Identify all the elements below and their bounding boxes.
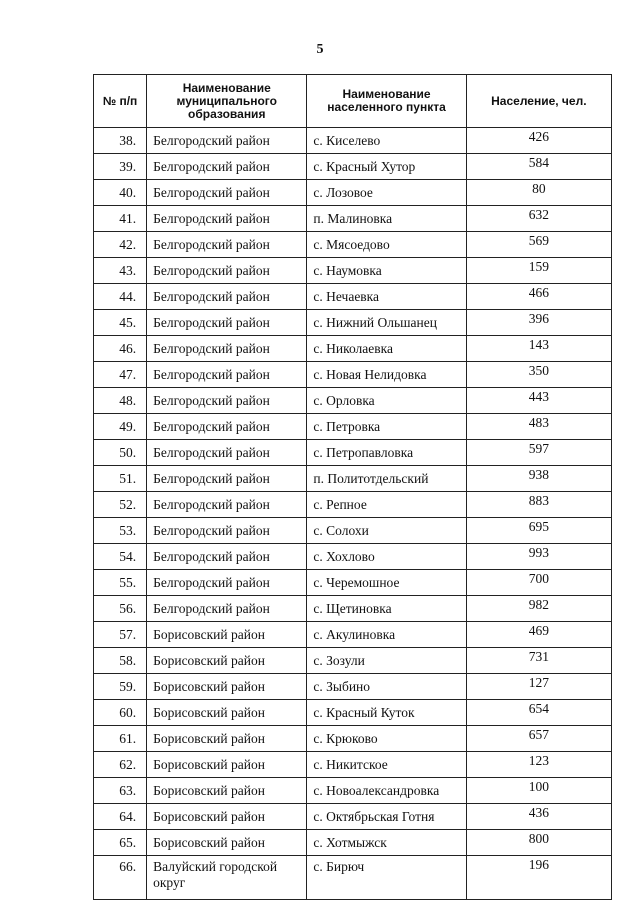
row-number: 43. bbox=[94, 258, 147, 284]
settlement-cell: с. Красный Хутор bbox=[307, 154, 466, 180]
population-cell: 569 bbox=[466, 232, 611, 258]
row-number: 54. bbox=[94, 544, 147, 570]
settlement-cell: с. Новоалександровка bbox=[307, 778, 466, 804]
settlement-cell: с. Мясоедово bbox=[307, 232, 466, 258]
row-number: 59. bbox=[94, 674, 147, 700]
population-cell: 938 bbox=[466, 466, 611, 492]
municipality-cell: Белгородский район bbox=[147, 544, 307, 570]
municipality-cell: Борисовский район bbox=[147, 778, 307, 804]
settlement-cell: с. Акулиновка bbox=[307, 622, 466, 648]
municipality-cell: Валуйский городской округ bbox=[147, 856, 307, 900]
municipality-cell: Белгородский район bbox=[147, 570, 307, 596]
settlement-cell: с. Зыбино bbox=[307, 674, 466, 700]
municipality-cell: Белгородский район bbox=[147, 492, 307, 518]
table-row bbox=[94, 284, 612, 310]
population-table bbox=[93, 74, 612, 900]
municipality-cell: Борисовский район bbox=[147, 648, 307, 674]
settlement-cell: с. Щетиновка bbox=[307, 596, 466, 622]
municipality-cell: Белгородский район bbox=[147, 362, 307, 388]
settlement-cell: с. Новая Нелидовка bbox=[307, 362, 466, 388]
population-cell: 443 bbox=[466, 388, 611, 414]
population-cell: 143 bbox=[466, 336, 611, 362]
table-row bbox=[94, 180, 612, 206]
municipality-cell: Белгородский район bbox=[147, 128, 307, 154]
row-number: 55. bbox=[94, 570, 147, 596]
municipality-cell: Белгородский район bbox=[147, 232, 307, 258]
municipality-cell: Борисовский район bbox=[147, 804, 307, 830]
population-cell: 396 bbox=[466, 310, 611, 336]
row-number: 52. bbox=[94, 492, 147, 518]
table-row bbox=[94, 804, 612, 830]
settlement-cell: с. Крюково bbox=[307, 726, 466, 752]
municipality-cell: Белгородский район bbox=[147, 440, 307, 466]
table-row bbox=[94, 778, 612, 804]
table-row bbox=[94, 388, 612, 414]
table-row bbox=[94, 232, 612, 258]
row-number: 41. bbox=[94, 206, 147, 232]
municipality-cell: Белгородский район bbox=[147, 336, 307, 362]
settlement-cell: с. Красный Куток bbox=[307, 700, 466, 726]
table-row bbox=[94, 856, 612, 900]
row-number: 57. bbox=[94, 622, 147, 648]
settlement-cell: п. Политотдельский bbox=[307, 466, 466, 492]
population-cell: 597 bbox=[466, 440, 611, 466]
population-cell: 350 bbox=[466, 362, 611, 388]
settlement-cell: с. Хохлово bbox=[307, 544, 466, 570]
settlement-cell: с. Черемошное bbox=[307, 570, 466, 596]
settlement-cell: с. Хотмыжск bbox=[307, 830, 466, 856]
population-cell: 632 bbox=[466, 206, 611, 232]
row-number: 47. bbox=[94, 362, 147, 388]
settlement-cell: с. Никитское bbox=[307, 752, 466, 778]
table-row bbox=[94, 440, 612, 466]
table-row bbox=[94, 206, 612, 232]
table-row bbox=[94, 128, 612, 154]
table-row bbox=[94, 596, 612, 622]
population-cell: 469 bbox=[466, 622, 611, 648]
settlement-cell: с. Зозули bbox=[307, 648, 466, 674]
population-cell: 700 bbox=[466, 570, 611, 596]
municipality-cell: Борисовский район bbox=[147, 622, 307, 648]
row-number: 39. bbox=[94, 154, 147, 180]
population-cell: 123 bbox=[466, 752, 611, 778]
municipality-cell: Борисовский район bbox=[147, 726, 307, 752]
page-number: 5 bbox=[316, 42, 324, 57]
settlement-cell: с. Октябрьская Готня bbox=[307, 804, 466, 830]
table-row bbox=[94, 310, 612, 336]
table-row bbox=[94, 752, 612, 778]
table-row bbox=[94, 700, 612, 726]
table-row bbox=[94, 674, 612, 700]
row-number: 63. bbox=[94, 778, 147, 804]
row-number: 61. bbox=[94, 726, 147, 752]
municipality-cell: Белгородский район bbox=[147, 180, 307, 206]
row-number: 49. bbox=[94, 414, 147, 440]
row-number: 40. bbox=[94, 180, 147, 206]
population-cell: 483 bbox=[466, 414, 611, 440]
row-number: 50. bbox=[94, 440, 147, 466]
row-number: 46. bbox=[94, 336, 147, 362]
population-cell: 731 bbox=[466, 648, 611, 674]
table-row bbox=[94, 830, 612, 856]
settlement-cell: с. Петропавловка bbox=[307, 440, 466, 466]
header-row bbox=[94, 75, 612, 128]
table-row bbox=[94, 492, 612, 518]
table-row bbox=[94, 518, 612, 544]
settlement-cell: с. Киселево bbox=[307, 128, 466, 154]
settlement-cell: с. Бирюч bbox=[307, 856, 466, 900]
row-number: 48. bbox=[94, 388, 147, 414]
population-cell: 100 bbox=[466, 778, 611, 804]
settlement-cell: с. Наумовка bbox=[307, 258, 466, 284]
municipality-cell: Белгородский район bbox=[147, 154, 307, 180]
row-number: 42. bbox=[94, 232, 147, 258]
row-number: 51. bbox=[94, 466, 147, 492]
municipality-cell: Борисовский район bbox=[147, 830, 307, 856]
table-row bbox=[94, 336, 612, 362]
header-municipality: Наименование муниципального образования bbox=[147, 75, 307, 128]
table-row bbox=[94, 362, 612, 388]
municipality-cell: Белгородский район bbox=[147, 414, 307, 440]
population-cell: 159 bbox=[466, 258, 611, 284]
population-cell: 883 bbox=[466, 492, 611, 518]
settlement-cell: с. Петровка bbox=[307, 414, 466, 440]
row-number: 62. bbox=[94, 752, 147, 778]
municipality-cell: Белгородский район bbox=[147, 206, 307, 232]
population-cell: 426 bbox=[466, 128, 611, 154]
population-cell: 196 bbox=[466, 856, 611, 900]
table-row bbox=[94, 544, 612, 570]
table-row bbox=[94, 154, 612, 180]
settlement-cell: с. Репное bbox=[307, 492, 466, 518]
settlement-cell: с. Орловка bbox=[307, 388, 466, 414]
settlement-cell: с. Солохи bbox=[307, 518, 466, 544]
row-number: 64. bbox=[94, 804, 147, 830]
population-cell: 436 bbox=[466, 804, 611, 830]
header-population: Население, чел. bbox=[466, 75, 611, 128]
table-row bbox=[94, 622, 612, 648]
population-cell: 466 bbox=[466, 284, 611, 310]
population-cell: 800 bbox=[466, 830, 611, 856]
table-body bbox=[94, 128, 612, 900]
municipality-cell: Борисовский район bbox=[147, 700, 307, 726]
municipality-cell: Белгородский район bbox=[147, 466, 307, 492]
settlement-cell: с. Нижний Ольшанец bbox=[307, 310, 466, 336]
table-row bbox=[94, 414, 612, 440]
row-number: 44. bbox=[94, 284, 147, 310]
table-header bbox=[94, 75, 612, 128]
table-row bbox=[94, 258, 612, 284]
population-cell: 127 bbox=[466, 674, 611, 700]
settlement-cell: с. Лозовое bbox=[307, 180, 466, 206]
row-number: 38. bbox=[94, 128, 147, 154]
table-row bbox=[94, 570, 612, 596]
municipality-cell: Борисовский район bbox=[147, 674, 307, 700]
population-cell: 654 bbox=[466, 700, 611, 726]
header-settlement: Наименование населенного пункта bbox=[307, 75, 466, 128]
municipality-cell: Белгородский район bbox=[147, 284, 307, 310]
population-cell: 695 bbox=[466, 518, 611, 544]
row-number: 60. bbox=[94, 700, 147, 726]
municipality-cell: Белгородский район bbox=[147, 310, 307, 336]
municipality-cell: Белгородский район bbox=[147, 596, 307, 622]
population-cell: 584 bbox=[466, 154, 611, 180]
settlement-cell: п. Малиновка bbox=[307, 206, 466, 232]
settlement-cell: с. Нечаевка bbox=[307, 284, 466, 310]
population-cell: 982 bbox=[466, 596, 611, 622]
row-number: 65. bbox=[94, 830, 147, 856]
population-cell: 993 bbox=[466, 544, 611, 570]
row-number: 53. bbox=[94, 518, 147, 544]
municipality-cell: Белгородский район bbox=[147, 258, 307, 284]
population-cell: 657 bbox=[466, 726, 611, 752]
row-number: 56. bbox=[94, 596, 147, 622]
table-row bbox=[94, 726, 612, 752]
municipality-cell: Борисовский район bbox=[147, 752, 307, 778]
municipality-cell: Белгородский район bbox=[147, 388, 307, 414]
population-cell: 80 bbox=[466, 180, 611, 206]
header-number: № п/п bbox=[94, 75, 147, 128]
row-number: 66. bbox=[94, 856, 147, 900]
row-number: 45. bbox=[94, 310, 147, 336]
row-number: 58. bbox=[94, 648, 147, 674]
municipality-cell: Белгородский район bbox=[147, 518, 307, 544]
table-row bbox=[94, 648, 612, 674]
settlement-cell: с. Николаевка bbox=[307, 336, 466, 362]
table-row bbox=[94, 466, 612, 492]
